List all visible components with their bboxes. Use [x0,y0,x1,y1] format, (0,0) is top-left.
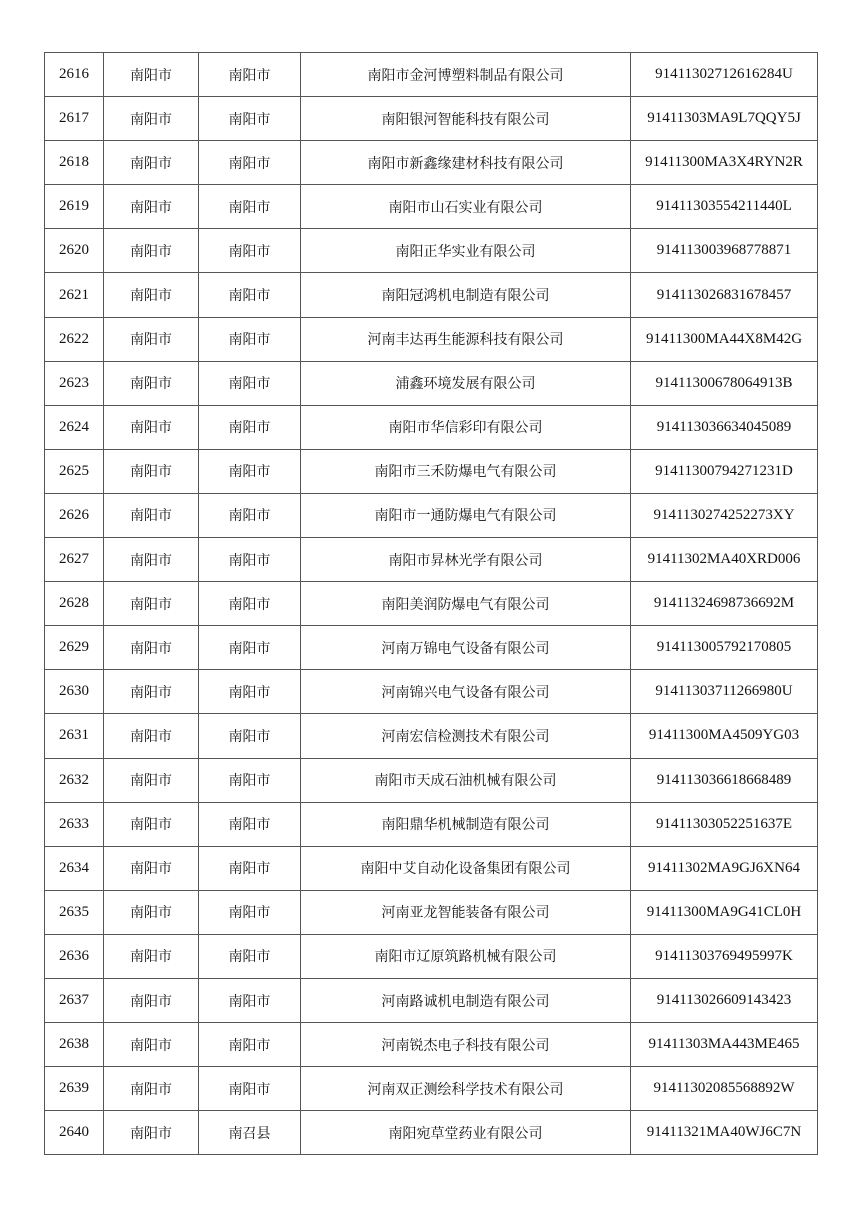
row-number: 2637 [45,978,104,1022]
district-cell: 南阳市 [199,1023,301,1067]
table-row [45,141,818,185]
table-row [45,229,818,273]
credit-code-cell: 91411303769495997K [631,934,818,978]
city-cell: 南阳市 [104,317,199,361]
row-number: 2627 [45,538,104,582]
row-number: 2620 [45,229,104,273]
district-cell: 南阳市 [199,934,301,978]
city-cell: 南阳市 [104,449,199,493]
row-number: 2621 [45,273,104,317]
row-number: 2626 [45,493,104,537]
company-name-cell: 南阳市华信彩印有限公司 [301,405,631,449]
company-name-cell: 南阳市新鑫缘建材科技有限公司 [301,141,631,185]
city-cell: 南阳市 [104,890,199,934]
district-cell: 南阳市 [199,714,301,758]
district-cell: 南阳市 [199,185,301,229]
city-cell: 南阳市 [104,361,199,405]
district-cell: 南阳市 [199,53,301,97]
credit-code-cell: 914113036618668489 [631,758,818,802]
table-row [45,846,818,890]
row-number: 2634 [45,846,104,890]
credit-code-cell: 91411303052251637E [631,802,818,846]
city-cell: 南阳市 [104,229,199,273]
table-row [45,582,818,626]
table-row [45,1111,818,1155]
credit-code-cell: 91411300794271231D [631,449,818,493]
table-row [45,449,818,493]
credit-code-cell: 91411303MA9L7QQY5J [631,97,818,141]
city-cell: 南阳市 [104,758,199,802]
row-number: 2622 [45,317,104,361]
table-row [45,1067,818,1111]
company-name-cell: 南阳宛草堂药业有限公司 [301,1111,631,1155]
credit-code-cell: 914113005792170805 [631,626,818,670]
company-table [44,52,818,1155]
city-cell: 南阳市 [104,934,199,978]
table-row [45,802,818,846]
company-name-cell: 南阳中艾自动化设备集团有限公司 [301,846,631,890]
credit-code-cell: 91411302712616284U [631,53,818,97]
company-name-cell: 南阳鼎华机械制造有限公司 [301,802,631,846]
table-row [45,493,818,537]
table-row [45,273,818,317]
district-cell: 南阳市 [199,758,301,802]
city-cell: 南阳市 [104,53,199,97]
credit-code-cell: 914113026609143423 [631,978,818,1022]
company-name-cell: 南阳市辽原筑路机械有限公司 [301,934,631,978]
district-cell: 南召县 [199,1111,301,1155]
city-cell: 南阳市 [104,1067,199,1111]
credit-code-cell: 9141130274252273XY [631,493,818,537]
city-cell: 南阳市 [104,185,199,229]
city-cell: 南阳市 [104,1023,199,1067]
credit-code-cell: 914113026831678457 [631,273,818,317]
credit-code-cell: 91411300MA3X4RYN2R [631,141,818,185]
city-cell: 南阳市 [104,978,199,1022]
company-name-cell: 河南锐杰电子科技有限公司 [301,1023,631,1067]
table-row [45,1023,818,1067]
row-number: 2632 [45,758,104,802]
credit-code-cell: 91411303MA443ME465 [631,1023,818,1067]
credit-code-cell: 91411302MA40XRD006 [631,538,818,582]
city-cell: 南阳市 [104,626,199,670]
district-cell: 南阳市 [199,273,301,317]
district-cell: 南阳市 [199,1067,301,1111]
credit-code-cell: 91411302MA9GJ6XN64 [631,846,818,890]
district-cell: 南阳市 [199,141,301,185]
row-number: 2624 [45,405,104,449]
district-cell: 南阳市 [199,978,301,1022]
city-cell: 南阳市 [104,97,199,141]
company-name-cell: 南阳市一通防爆电气有限公司 [301,493,631,537]
table-row [45,890,818,934]
company-name-cell: 南阳美润防爆电气有限公司 [301,582,631,626]
city-cell: 南阳市 [104,1111,199,1155]
district-cell: 南阳市 [199,846,301,890]
row-number: 2638 [45,1023,104,1067]
row-number: 2616 [45,53,104,97]
row-number: 2625 [45,449,104,493]
credit-code-cell: 91411303554211440L [631,185,818,229]
district-cell: 南阳市 [199,229,301,273]
credit-code-cell: 91411324698736692M [631,582,818,626]
table-row [45,538,818,582]
district-cell: 南阳市 [199,405,301,449]
company-name-cell: 南阳市昇林光学有限公司 [301,538,631,582]
company-name-cell: 浦鑫环境发展有限公司 [301,361,631,405]
district-cell: 南阳市 [199,538,301,582]
credit-code-cell: 91411300MA44X8M42G [631,317,818,361]
row-number: 2633 [45,802,104,846]
company-name-cell: 南阳银河智能科技有限公司 [301,97,631,141]
district-cell: 南阳市 [199,890,301,934]
company-name-cell: 南阳市三禾防爆电气有限公司 [301,449,631,493]
row-number: 2619 [45,185,104,229]
table-row [45,626,818,670]
city-cell: 南阳市 [104,802,199,846]
credit-code-cell: 91411300MA4509YG03 [631,714,818,758]
credit-code-cell: 91411300MA9G41CL0H [631,890,818,934]
city-cell: 南阳市 [104,714,199,758]
row-number: 2628 [45,582,104,626]
row-number: 2635 [45,890,104,934]
city-cell: 南阳市 [104,141,199,185]
table-row [45,758,818,802]
credit-code-cell: 914113003968778871 [631,229,818,273]
credit-code-cell: 91411300678064913B [631,361,818,405]
row-number: 2618 [45,141,104,185]
table-row [45,714,818,758]
city-cell: 南阳市 [104,493,199,537]
district-cell: 南阳市 [199,626,301,670]
company-name-cell: 南阳冠鸿机电制造有限公司 [301,273,631,317]
city-cell: 南阳市 [104,846,199,890]
city-cell: 南阳市 [104,582,199,626]
row-number: 2629 [45,626,104,670]
district-cell: 南阳市 [199,449,301,493]
row-number: 2640 [45,1111,104,1155]
table-row [45,405,818,449]
district-cell: 南阳市 [199,582,301,626]
table-row [45,97,818,141]
company-name-cell: 河南锦兴电气设备有限公司 [301,670,631,714]
credit-code-cell: 91411302085568892W [631,1067,818,1111]
city-cell: 南阳市 [104,538,199,582]
city-cell: 南阳市 [104,670,199,714]
table-row [45,978,818,1022]
credit-code-cell: 914113036634045089 [631,405,818,449]
credit-code-cell: 91411303711266980U [631,670,818,714]
table-row [45,934,818,978]
table-row [45,317,818,361]
district-cell: 南阳市 [199,802,301,846]
credit-code-cell: 91411321MA40WJ6C7N [631,1111,818,1155]
company-name-cell: 南阳市山石实业有限公司 [301,185,631,229]
row-number: 2639 [45,1067,104,1111]
table-row [45,53,818,97]
row-number: 2636 [45,934,104,978]
company-name-cell: 河南双正测绘科学技术有限公司 [301,1067,631,1111]
company-name-cell: 南阳市天成石油机械有限公司 [301,758,631,802]
district-cell: 南阳市 [199,317,301,361]
district-cell: 南阳市 [199,97,301,141]
table-row [45,670,818,714]
city-cell: 南阳市 [104,405,199,449]
company-name-cell: 南阳正华实业有限公司 [301,229,631,273]
row-number: 2623 [45,361,104,405]
district-cell: 南阳市 [199,493,301,537]
row-number: 2630 [45,670,104,714]
district-cell: 南阳市 [199,361,301,405]
company-name-cell: 河南亚龙智能装备有限公司 [301,890,631,934]
row-number: 2617 [45,97,104,141]
row-number: 2631 [45,714,104,758]
company-name-cell: 河南丰达再生能源科技有限公司 [301,317,631,361]
table-body [45,53,818,1155]
table-row [45,185,818,229]
table-row [45,361,818,405]
district-cell: 南阳市 [199,670,301,714]
city-cell: 南阳市 [104,273,199,317]
company-name-cell: 河南万锦电气设备有限公司 [301,626,631,670]
company-name-cell: 河南路诚机电制造有限公司 [301,978,631,1022]
company-name-cell: 南阳市金河博塑料制品有限公司 [301,53,631,97]
company-name-cell: 河南宏信检测技术有限公司 [301,714,631,758]
